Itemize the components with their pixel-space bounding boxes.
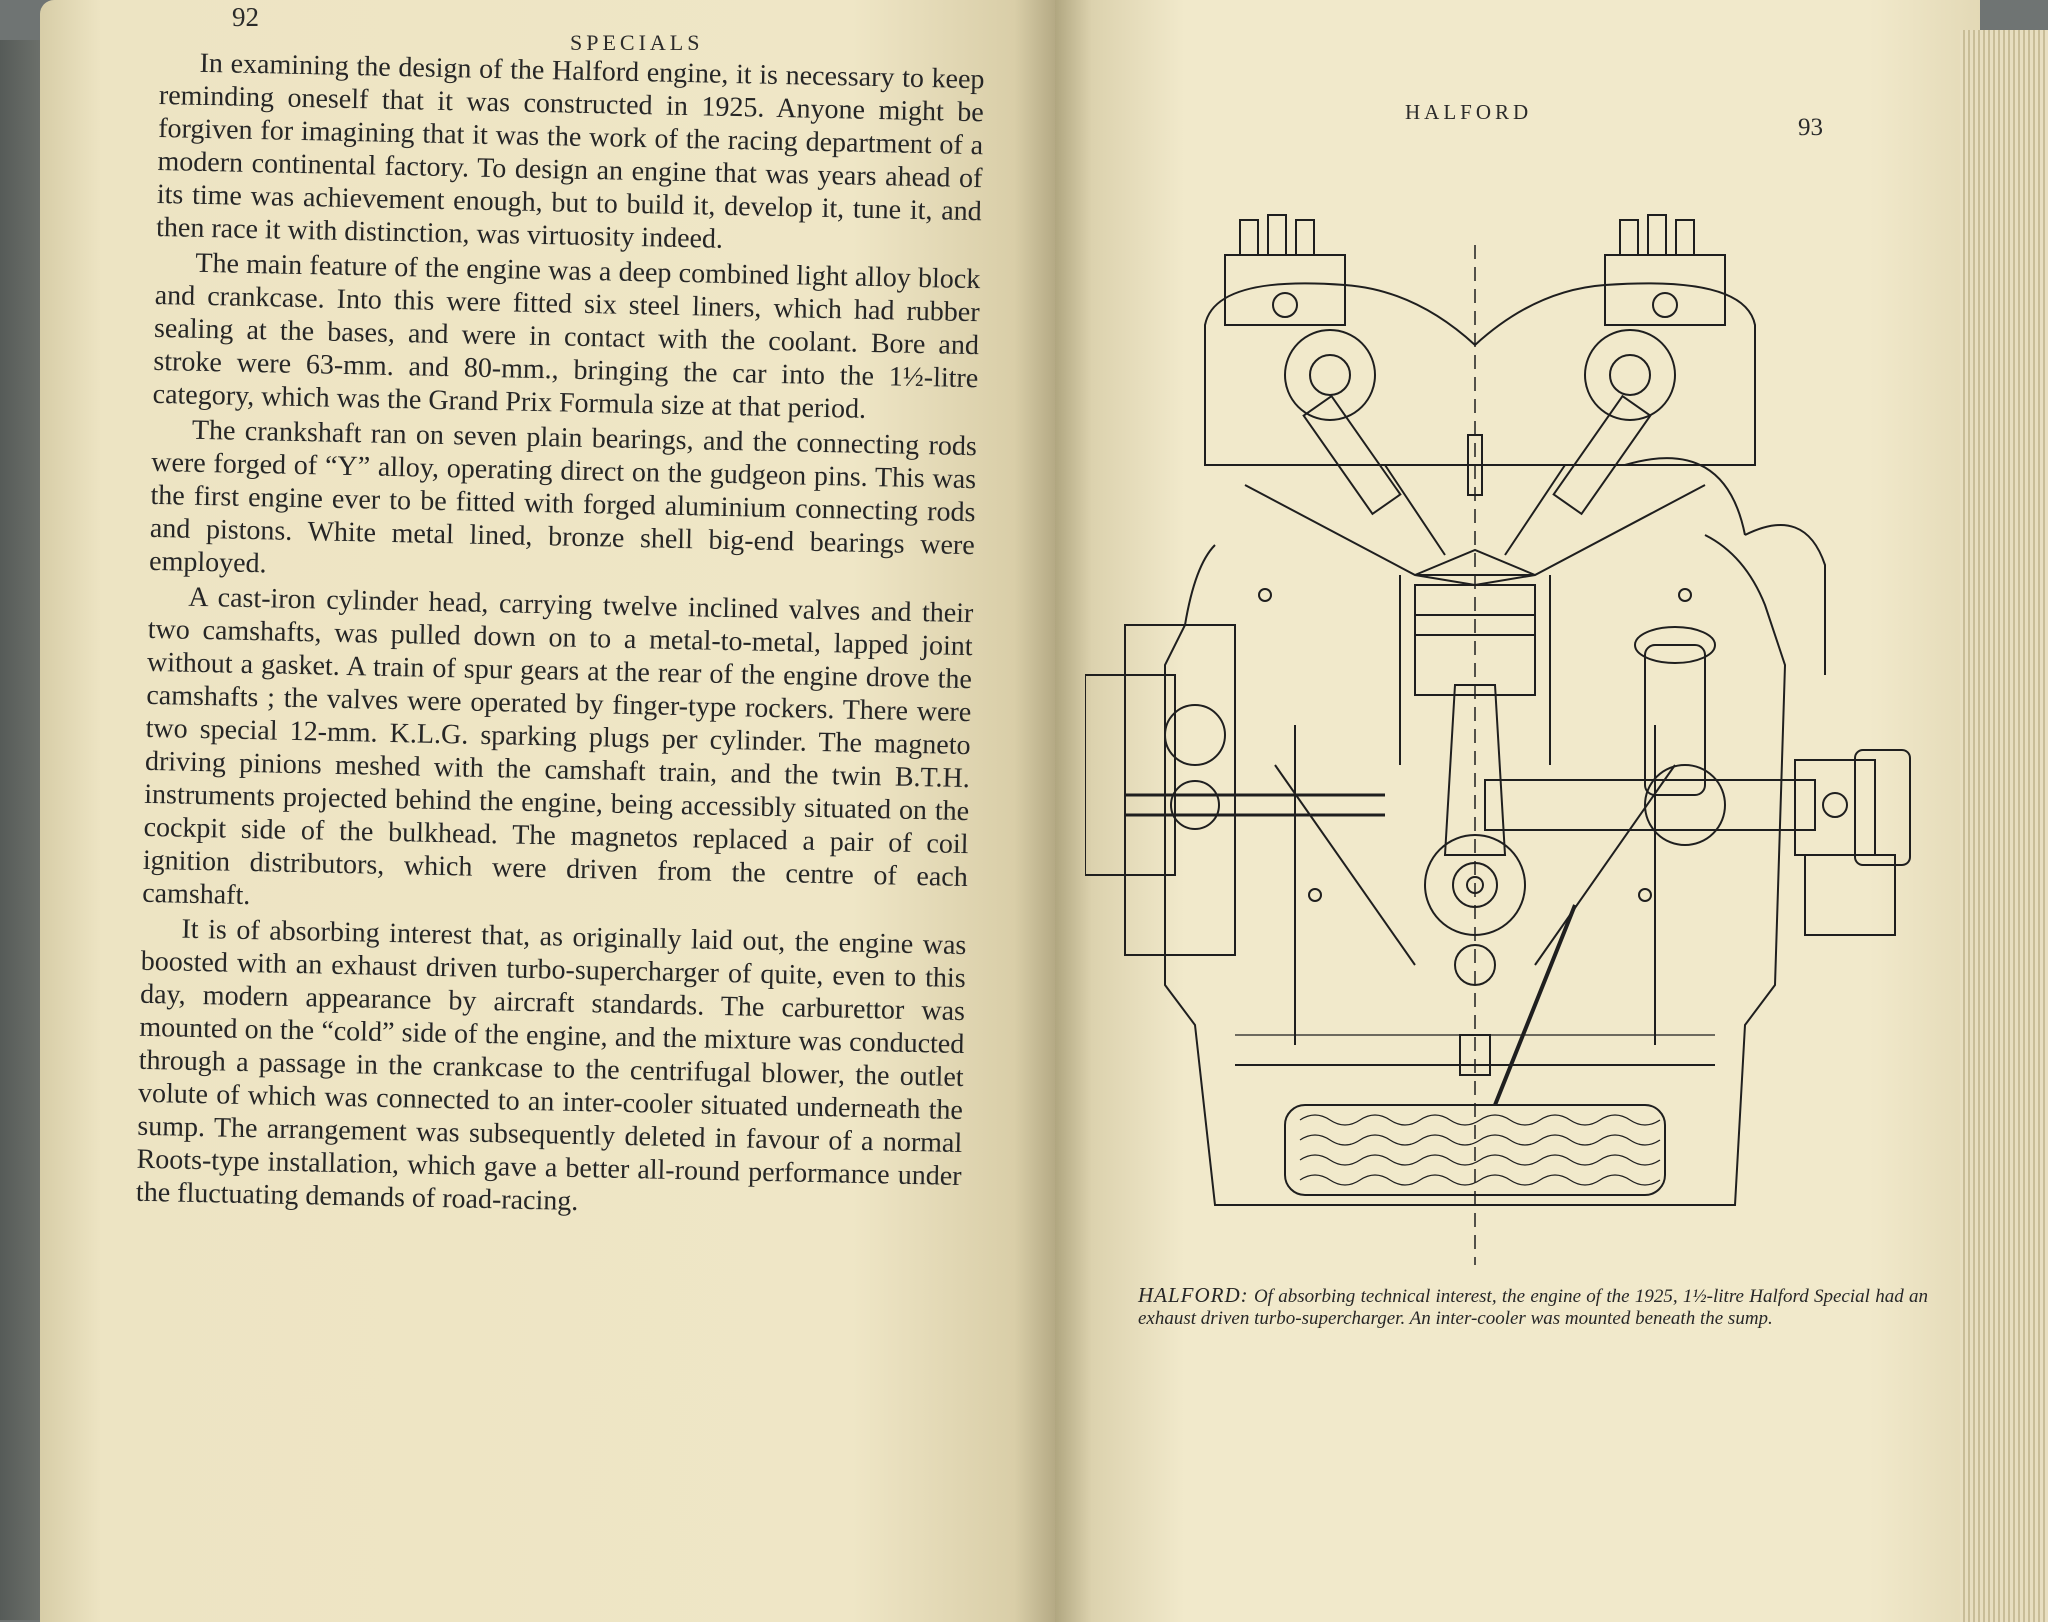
right-distributor <box>1605 215 1725 325</box>
left-distributor <box>1225 215 1345 325</box>
running-head-right: HALFORD <box>1405 100 1533 124</box>
caption-lead: HALFORD: <box>1138 1283 1249 1307</box>
body-text <box>136 46 985 1228</box>
paragraph: The crankshaft ran on seven plain bearings, and the connecting rods were forged of “Y” alloy, operating direct on the gudgeon pins. This was the first engine ever to be fitted with forged aluminium connecting rods and pistons. White metal lined, bronze shell big-end bearings were employed. <box>148 414 978 580</box>
engine-diagram <box>1085 205 1915 1295</box>
paragraph: A cast-iron cylinder head, carrying twelve inclined valves and their two camshafts, was pulled down on to a metal-to-metal, lapped joint without a gasket. A train of spur gears at the rear of the engine drove the camshafts ; the valves were operated by finger-type rockers. There were two special 12-mm. K.L.G. sparking plugs per cylinder. The magneto driving pinions meshed with the camshaft train, and the twin B.T.H. instruments projected behind the engine, being accessibly situated on the cockpit side of the bulkhead. The magnetos replaced a pair of coil ignition distributors, which were driven from the centre of each camshaft. <box>141 581 974 912</box>
paragraph: It is of absorbing interest that, as originally laid out, the engine was boosted with an exhaust driven turbo-supercharger of quite, even to this day, modern appearance by aircraft standards. The carburettor was mounted on the “cold” side of the engine, and the mixture was conducted through a passage in the crankcase to the centrifugal blower, the outlet volute of which was connected to an inter-cooler situated underneath the sump. The arrangement was subsequently deleted in favour of a normal Roots-type installation, which gave a better all-round performance under the fluctuating demands of road-racing. <box>135 913 967 1218</box>
figure-caption <box>1138 1284 1928 1330</box>
page-edges <box>1960 30 2048 1622</box>
running-head-left: SPECIALS <box>570 30 704 55</box>
page-number-left: 92 <box>232 2 259 32</box>
page-number-right: 93 <box>1798 114 1823 141</box>
caption-text: Of absorbing technical interest, the engine of the 1925, 1½-litre Halford Special had an exhaust driven turbo-supercharger. An inter-cooler was mounted beneath the sump. <box>1138 1286 1929 1329</box>
paragraph: The main feature of the engine was a deep combined light alloy block and crankcase. Into this were fitted six steel liners, which had rubber sealing at the bases, and were in contact with the coolant. Bore and stroke were 63-mm. and 80-mm., bringing the car into the 1½-litre category, which was the Grand Prix Formula size at that period. <box>152 247 981 425</box>
paragraph: In examining the design of the Halford engine, it is necessary to keep reminding oneself that it was constructed in 1925. Anyone might be forgiven for imagining that it was the work of the racing department of a modern continental factory. To design an engine that was years ahead of its time was achievement enough, but to build it, develop it, tune it, and then race it with distinction, was virtuosity indeed. <box>155 47 985 255</box>
